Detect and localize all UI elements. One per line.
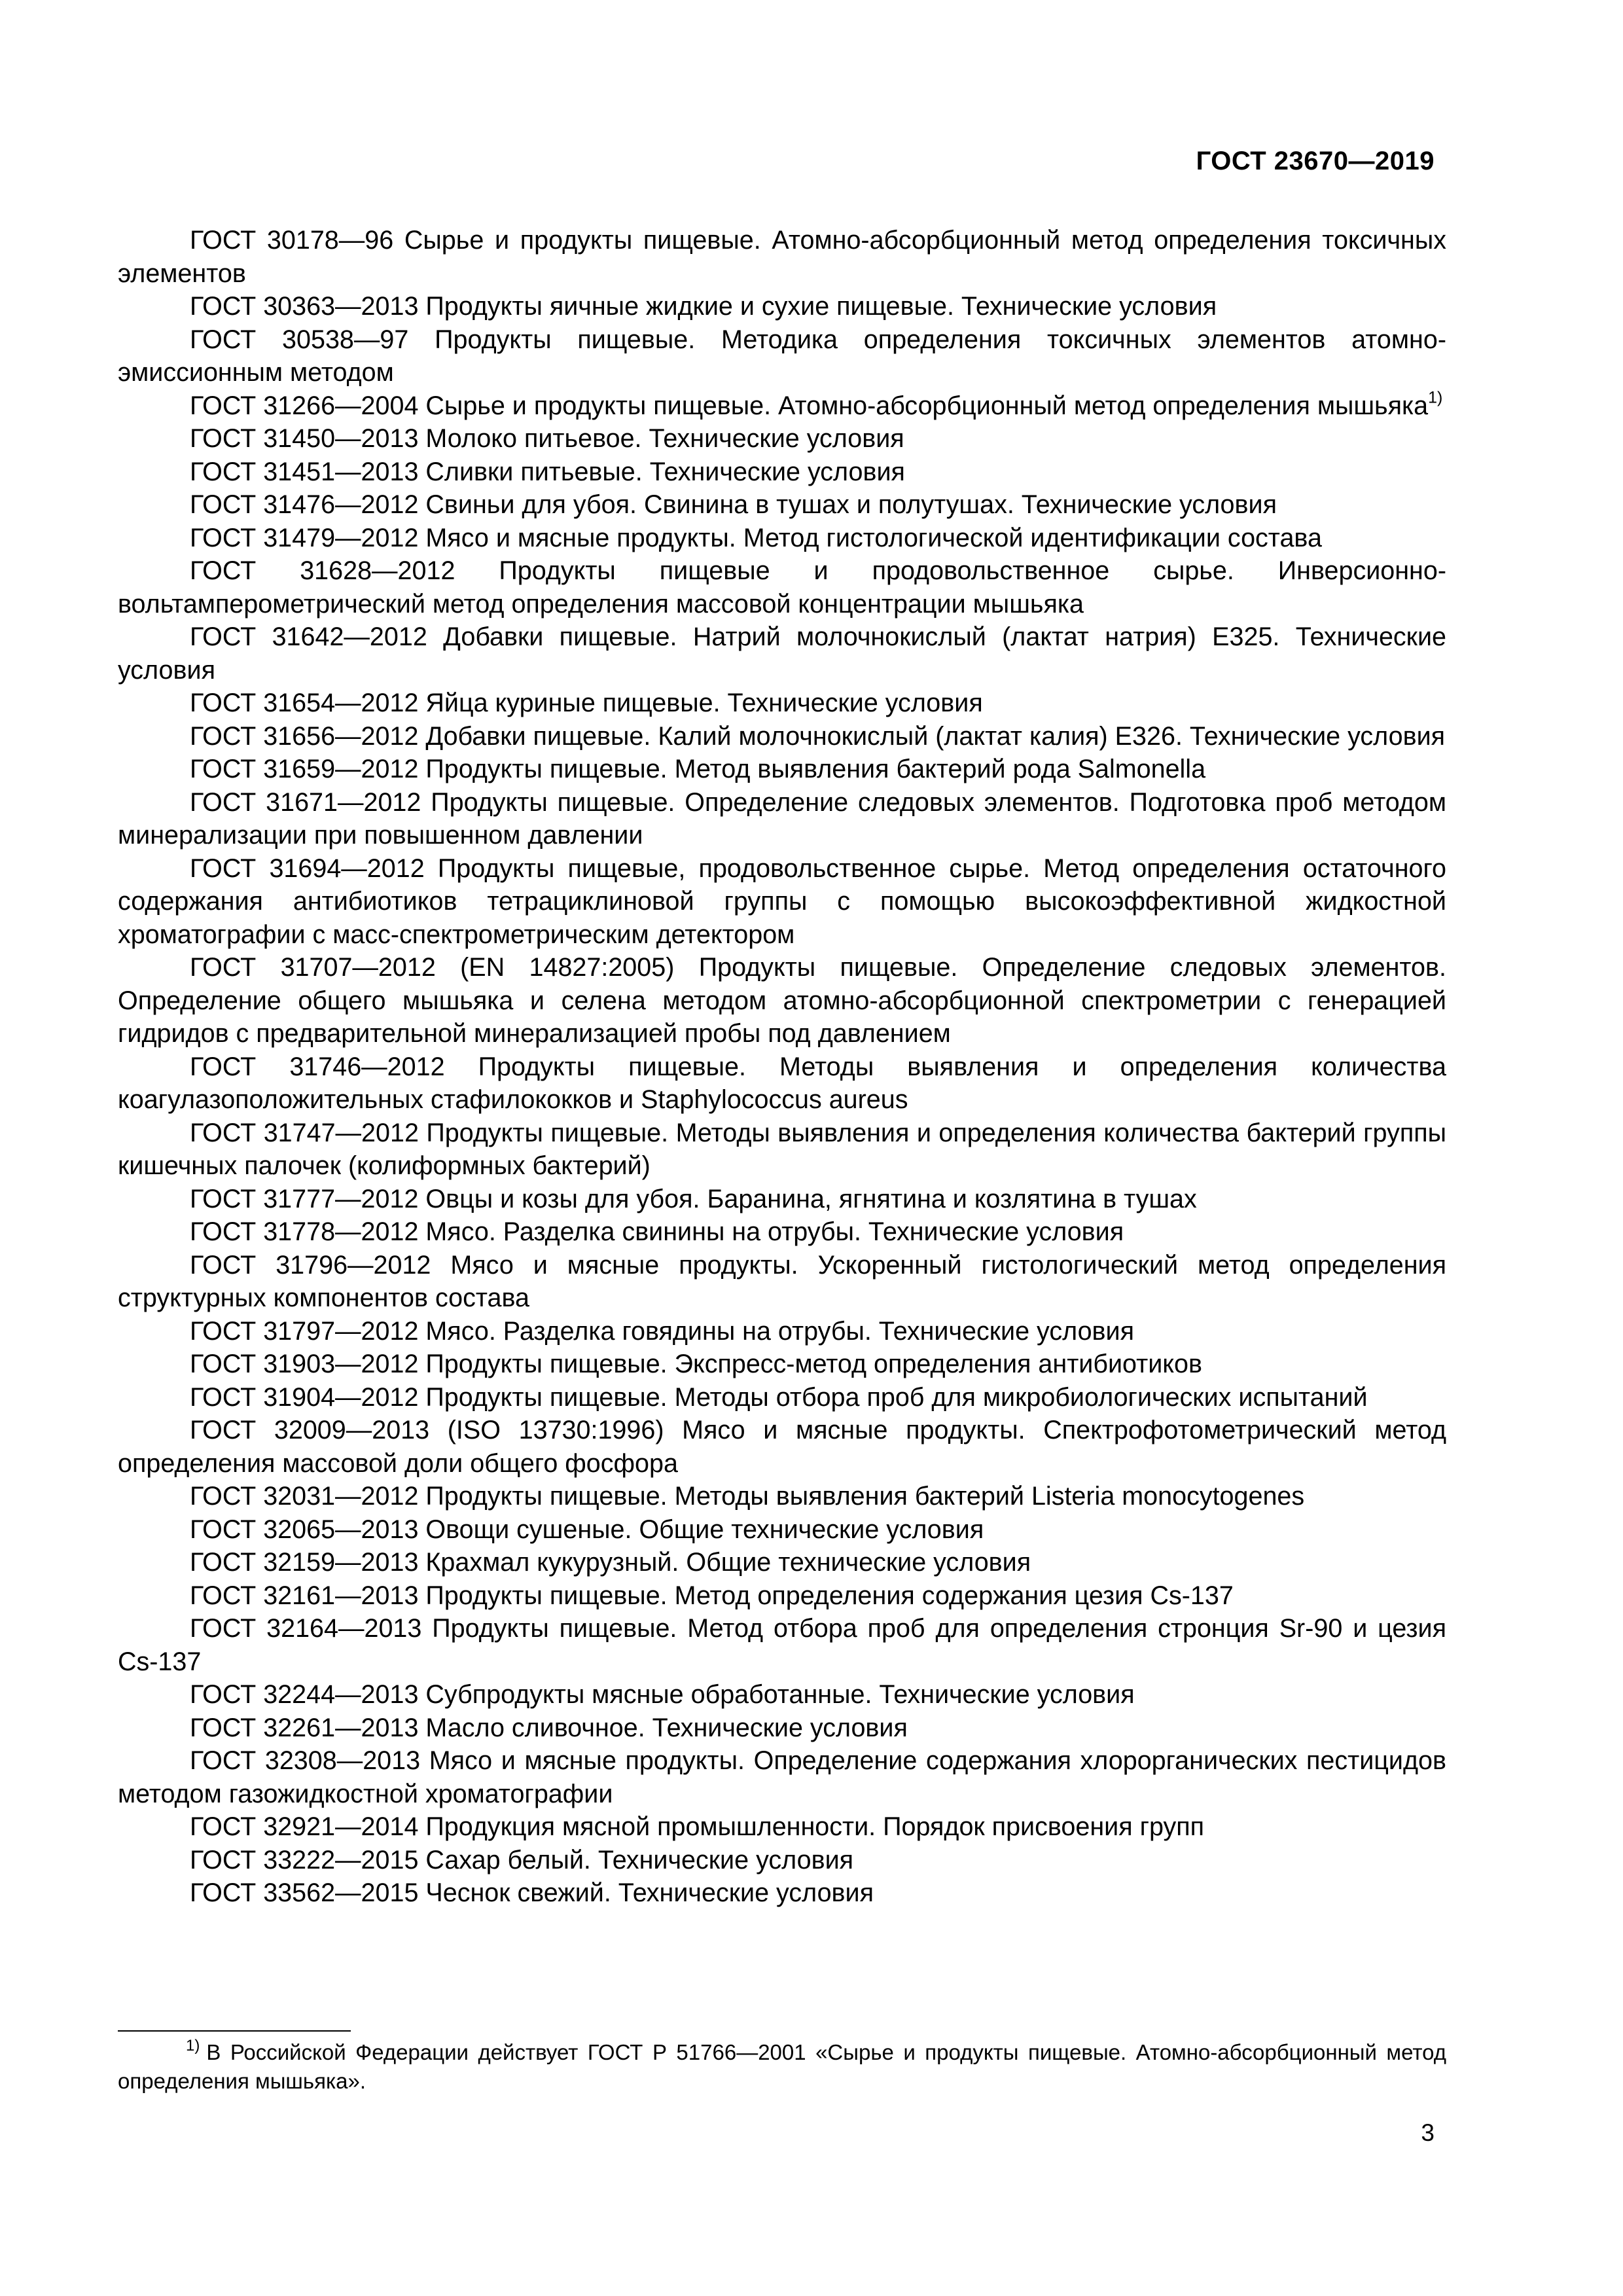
reference-text: ГОСТ 31797—2012 Мясо. Разделка говядины на отрубы. Технические условия — [190, 1316, 1134, 1346]
reference-entry — [118, 1612, 1446, 1678]
reference-entry — [118, 1480, 1446, 1513]
reference-entry — [118, 1050, 1446, 1117]
reference-text: ГОСТ 31747—2012 Продукты пищевые. Методы выявления и определения количества бактерий группы кишечных палочек (колиформных бактерий) — [118, 1118, 1446, 1180]
reference-entry — [118, 1844, 1446, 1877]
reference-entry — [118, 1315, 1446, 1348]
reference-text: ГОСТ 31903—2012 Продукты пищевые. Экспресс-метод определения антибиотиков — [190, 1350, 1202, 1378]
reference-text: ГОСТ 30363—2013 Продукты яичные жидкие и сухие пищевые. Технические условия — [190, 292, 1217, 321]
reference-text: ГОСТ 31694—2012 Продукты пищевые, продовольственное сырье. Метод определения остаточного содержания антибиотиков тетрациклиновой группы с помощью высокоэффективной жидкостной хроматографии с масс-спектрометрическим детектором — [118, 853, 1446, 949]
reference-entry — [118, 389, 1446, 423]
footnote-reference-marker: 1) — [1428, 388, 1443, 406]
reference-text: ГОСТ 31479—2012 Мясо и мясные продукты. Метод гистологической идентификации состава — [190, 523, 1322, 552]
reference-entry — [118, 290, 1446, 323]
footnote — [118, 2038, 1446, 2096]
reference-text: ГОСТ 32161—2013 Продукты пищевые. Метод определения содержания цезия Cs-137 — [190, 1581, 1234, 1610]
reference-entry — [118, 1712, 1446, 1745]
reference-text: ГОСТ 31671—2012 Продукты пищевые. Определение следовых элементов. Подготовка проб методом минерализации при повышенном давлении — [118, 787, 1446, 850]
reference-text: ГОСТ 32065—2013 Овощи сушеные. Общие технические условия — [190, 1515, 984, 1544]
reference-text: ГОСТ 31778—2012 Мясо. Разделка свинины на отрубы. Технические условия — [190, 1217, 1124, 1246]
reference-text: ГОСТ 31796—2012 Мясо и мясные продукты. Ускоренный гистологический метод определения структурных компонентов состава — [118, 1250, 1446, 1312]
reference-entry — [118, 488, 1446, 522]
reference-entry — [118, 786, 1446, 852]
reference-text: ГОСТ 32308—2013 Мясо и мясные продукты. Определение содержания хлорорганических пестицидов методом газожидкостной хроматографии — [118, 1746, 1446, 1808]
reference-entry — [118, 1348, 1446, 1381]
reference-text: ГОСТ 31707—2012 (EN 14827:2005) Продукты пищевые. Определение следовых элементов. Определение общего мышьяка и селена методом атомно-абсорбционной спектрометрии с генерацией гидридов с предварительной минерализацией пробы под давлением — [118, 953, 1446, 1048]
reference-text: ГОСТ 31659—2012 Продукты пищевые. Метод выявления бактерий рода Salmonella — [190, 755, 1206, 783]
reference-entry — [118, 522, 1446, 555]
reference-entry — [118, 951, 1446, 1050]
reference-text: ГОСТ 31656—2012 Добавки пищевые. Калий молочнокислый (лактат калия) Е326. Технические условия — [190, 721, 1446, 751]
reference-entry — [118, 1215, 1446, 1249]
reference-entry — [118, 1183, 1446, 1216]
reference-text: ГОСТ 31904—2012 Продукты пищевые. Методы отбора проб для микробиологических испытаний — [190, 1382, 1368, 1412]
footnote-marker: 1) — [186, 2036, 200, 2054]
reference-entry — [118, 1678, 1446, 1712]
reference-entry — [118, 1414, 1446, 1480]
reference-entry — [118, 852, 1446, 952]
footnote-separator — [118, 2030, 351, 2032]
reference-text: ГОСТ 33562—2015 Чеснок свежий. Технические условия — [190, 1878, 874, 1907]
reference-text: ГОСТ 32164—2013 Продукты пищевые. Метод отбора проб для определения стронция Sr-90 и цезия Cs-137 — [118, 1614, 1446, 1676]
reference-entry — [118, 422, 1446, 456]
reference-text: ГОСТ 31654—2012 Яйца куриные пищевые. Технические условия — [190, 689, 983, 717]
reference-entry — [118, 1810, 1446, 1844]
reference-entry — [118, 1249, 1446, 1315]
normative-references-list — [118, 224, 1446, 1910]
reference-entry — [118, 1744, 1446, 1810]
reference-text: ГОСТ 31266—2004 Сырье и продукты пищевые. Атомно-абсорбционный метод определения мышьяка — [190, 391, 1429, 420]
reference-entry — [118, 1579, 1446, 1613]
reference-text: ГОСТ 32244—2013 Субпродукты мясные обработанные. Технические условия — [190, 1680, 1135, 1709]
reference-text: ГОСТ 30538—97 Продукты пищевые. Методика определения токсичных элементов атомно-эмиссионным методом — [118, 325, 1446, 387]
reference-text: ГОСТ 31451—2013 Сливки питьевые. Технические условия — [190, 457, 905, 486]
reference-entry — [118, 456, 1446, 489]
reference-entry — [118, 687, 1446, 720]
reference-text: ГОСТ 32159—2013 Крахмал кукурузный. Общие технические условия — [190, 1548, 1031, 1577]
reference-entry — [118, 224, 1446, 290]
document-code-header: ГОСТ 23670—2019 — [1196, 147, 1435, 175]
reference-text: ГОСТ 30178—96 Сырье и продукты пищевые. Атомно-абсорбционный метод определения токсичных элементов — [118, 226, 1446, 288]
reference-entry — [118, 1876, 1446, 1910]
reference-text: ГОСТ 33222—2015 Сахар белый. Технические условия — [190, 1845, 854, 1874]
page-number: 3 — [1421, 2119, 1435, 2146]
reference-entry — [118, 1117, 1446, 1183]
reference-text: ГОСТ 32031—2012 Продукты пищевые. Методы выявления бактерий Listeria monocytogenes — [190, 1482, 1305, 1511]
reference-text: ГОСТ 31746—2012 Продукты пищевые. Методы выявления и определения количества коагулазоположительных стафилококков и Staphylococcus aureus — [118, 1052, 1446, 1114]
reference-entry — [118, 620, 1446, 687]
reference-text: ГОСТ 31777—2012 Овцы и козы для убоя. Баранина, ягнятина и козлятина в тушах — [190, 1184, 1197, 1213]
reference-entry — [118, 1381, 1446, 1414]
reference-text: ГОСТ 31628—2012 Продукты пищевые и продовольственное сырье. Инверсионно-вольтамперометрический метод определения массовой концентрации мышьяка — [118, 556, 1446, 619]
reference-text: ГОСТ 32261—2013 Масло сливочное. Технические условия — [190, 1713, 908, 1742]
reference-entry — [118, 323, 1446, 389]
reference-text: ГОСТ 31642—2012 Добавки пищевые. Натрий молочнокислый (лактат натрия) Е325. Технические условия — [118, 622, 1446, 685]
reference-entry — [118, 1513, 1446, 1547]
reference-entry — [118, 554, 1446, 620]
reference-entry — [118, 1546, 1446, 1579]
reference-text: ГОСТ 31476—2012 Свиньи для убоя. Свинина в тушах и полутушах. Технические условия — [190, 490, 1277, 519]
reference-text: ГОСТ 31450—2013 Молоко питьевое. Технические условия — [190, 424, 904, 453]
reference-text: ГОСТ 32921—2014 Продукция мясной промышленности. Порядок присвоения групп — [190, 1812, 1205, 1841]
footnote-text: В Российской Федерации действует ГОСТ Р 51766—2001 «Сырье и продукты пищевые. Атомно-абсорбционный метод определения мышьяка». — [118, 2040, 1446, 2093]
reference-text: ГОСТ 32009—2013 (ISO 13730:1996) Мясо и мясные продукты. Спектрофотометрический метод определения массовой доли общего фосфора — [118, 1416, 1446, 1478]
reference-entry — [118, 720, 1446, 753]
reference-entry — [118, 753, 1446, 786]
